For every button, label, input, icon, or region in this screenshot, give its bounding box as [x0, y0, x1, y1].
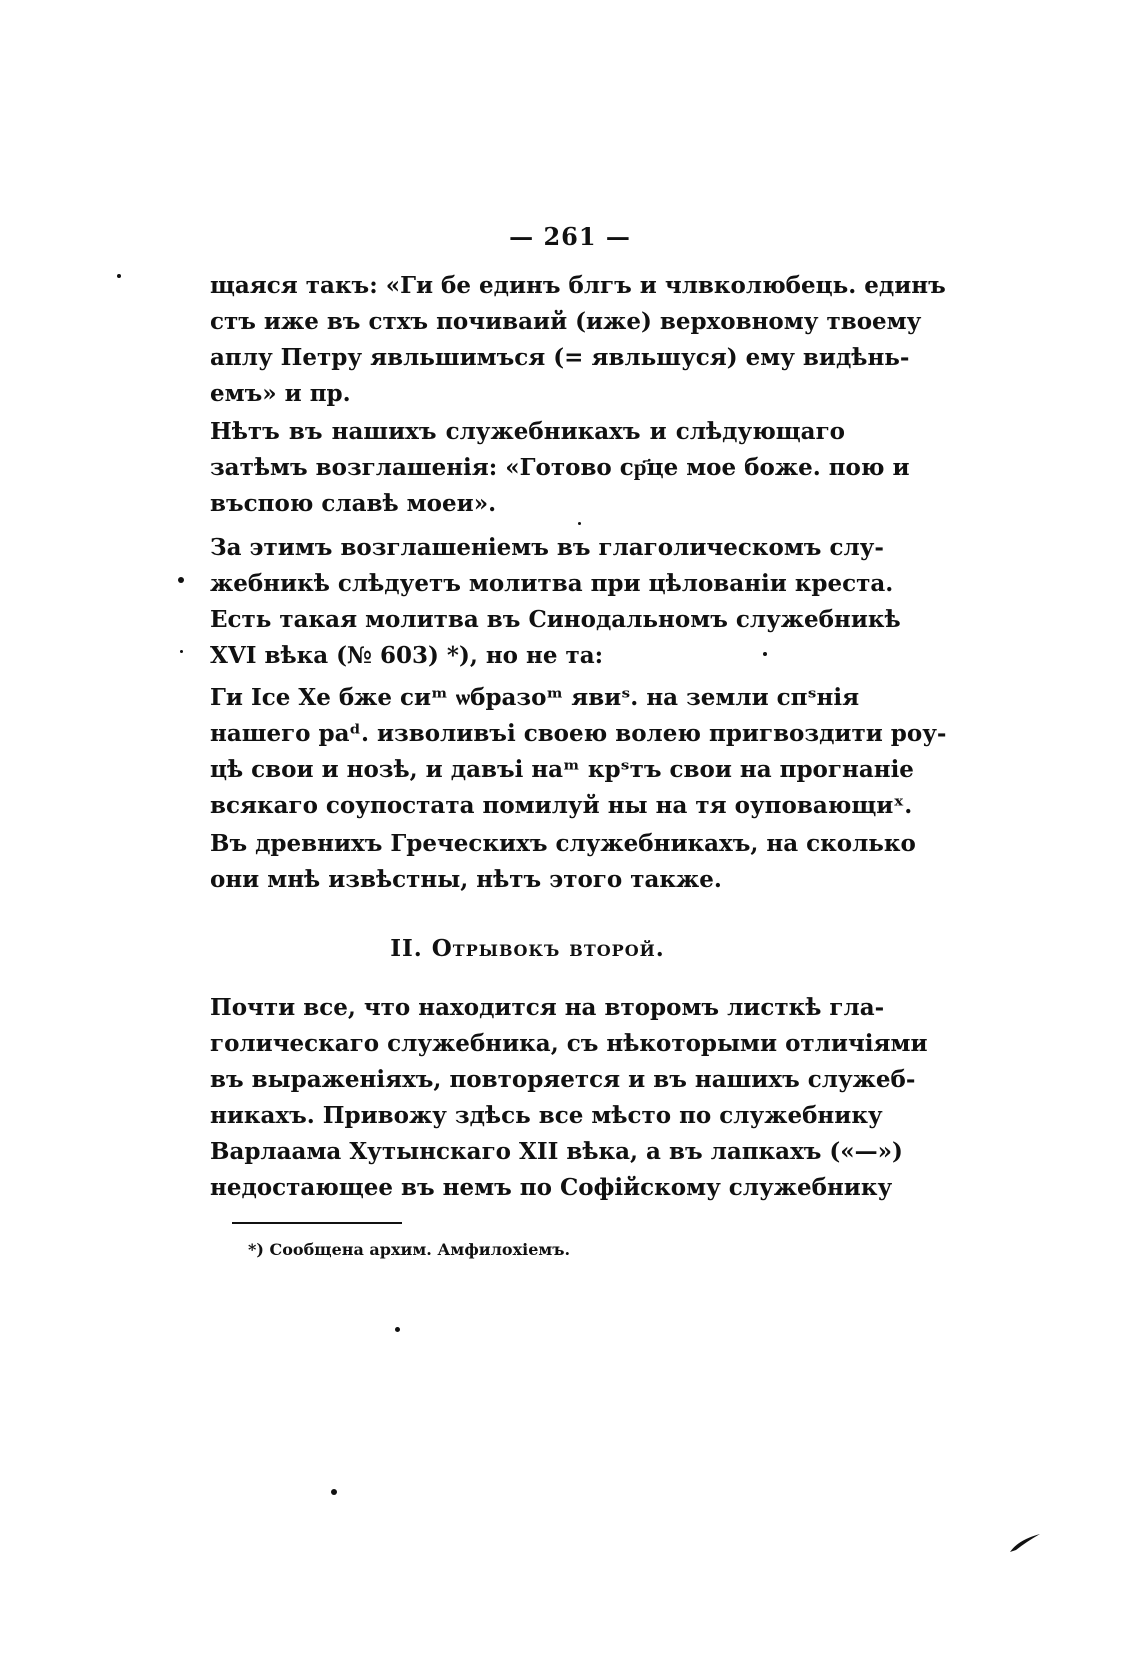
text-line: Нѣтъ въ нашихъ служебникахъ и слѣдующаго	[210, 418, 845, 445]
text-line: жебникѣ слѣдуетъ молитва при цѣлованіи креста.	[210, 570, 894, 597]
text-line: недостающее въ немъ по Софійскому служебнику	[210, 1174, 893, 1201]
scan-speck	[578, 522, 581, 525]
section-heading: II. Отрывокъ второй.	[390, 935, 665, 962]
text-line: цѣ свои и нозѣ, и давъі наᵐ крˢтъ свои на прогнаніе	[210, 756, 914, 783]
paragraph	[210, 414, 910, 522]
text-line: въспою славѣ моеи».	[210, 490, 497, 517]
text-line: они мнѣ извѣстны, нѣтъ этого также.	[210, 866, 722, 893]
paragraph	[210, 990, 928, 1206]
paragraph	[210, 268, 946, 412]
text-line: Есть такая молитва въ Синодальномъ служебникѣ	[210, 606, 901, 633]
text-line: голическаго служебника, съ нѣкоторыми отличіями	[210, 1030, 928, 1057]
text-line: За этимъ возглашеніемъ въ глаголическомъ слу-	[210, 534, 884, 561]
text-line: стъ иже въ стхъ почиваий (иже) верховному твоему	[210, 308, 922, 335]
text-line: Въ древнихъ Греческихъ служебникахъ, на сколько	[210, 830, 916, 857]
text-line: Почти все, что находится на второмъ листкѣ гла-	[210, 994, 885, 1021]
scan-speck	[395, 1327, 400, 1332]
text-line: аплу Петру явльшимъся (= явльшуся) ему видѣнь-	[210, 344, 910, 371]
text-line: щаяся такъ: «Ги бе единъ блгъ и члвколюбець. единъ	[210, 272, 946, 299]
paragraph	[210, 530, 901, 674]
scan-speck	[180, 650, 183, 653]
footnote-divider	[232, 1222, 402, 1224]
text-line: всякаго соупостата помилуй ны на тя оуповающиˣ.	[210, 792, 913, 819]
scan-speck	[117, 274, 121, 278]
scan-speck	[178, 577, 184, 583]
text-line: нашего раᵈ. изволивъі своею волею пригвоздити роу-	[210, 720, 947, 747]
paragraph	[210, 826, 916, 898]
text-line: Варлаама Хутынскаго XII вѣка, а въ лапкахъ («—»)	[210, 1138, 903, 1165]
footnote: *) Сообщена архим. Амфилохіемъ.	[248, 1240, 571, 1259]
scan-speck	[763, 652, 767, 656]
page-number: — 261 —	[509, 222, 631, 251]
text-line: емъ» и пр.	[210, 380, 351, 407]
text-line: никахъ. Привожу здѣсь все мѣсто по служебнику	[210, 1102, 883, 1129]
text-line: XVI вѣка (№ 603) *), но не та:	[210, 642, 604, 669]
text-line: въ выраженіяхъ, повторяется и въ нашихъ служеб-	[210, 1066, 916, 1093]
church-slavonic-prayer	[210, 680, 947, 824]
text-line: Ги Ісе Хе бже сиᵐ ѡбразоᵐ явиˢ. на земли спˢнія	[210, 684, 860, 711]
scan-mark-icon	[1008, 1532, 1042, 1554]
scan-speck	[331, 1489, 337, 1495]
text-line: затѣмъ возглашенія: «Готово ср҃це мое боже. пою и	[210, 454, 910, 481]
